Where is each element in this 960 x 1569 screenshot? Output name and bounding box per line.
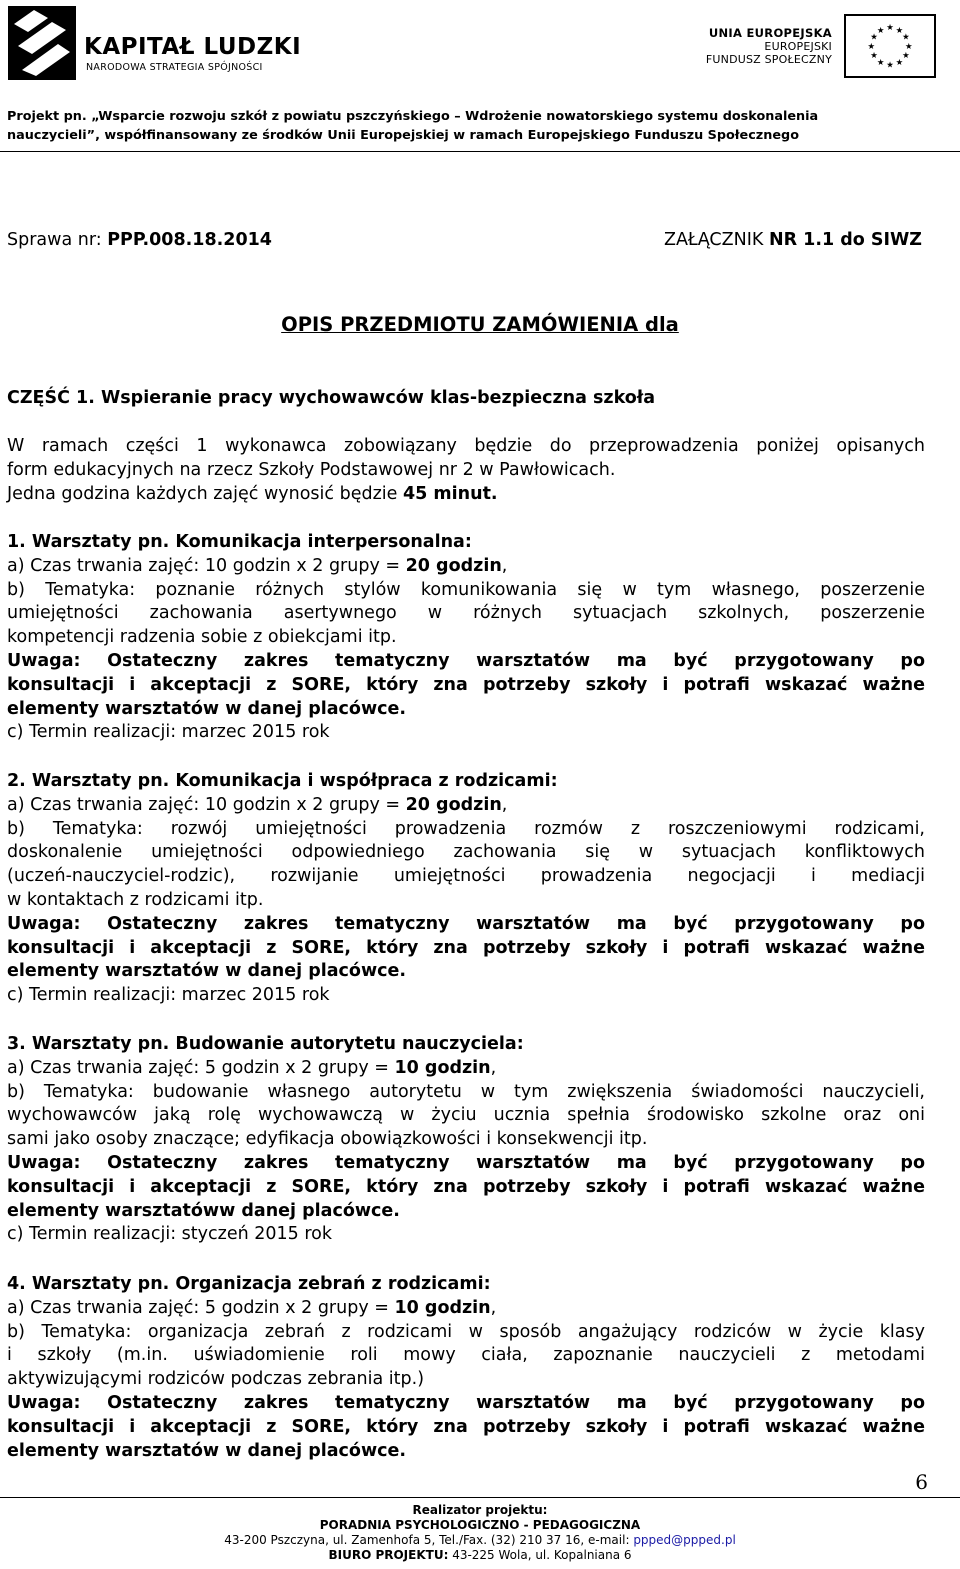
workshop-1-duration [7, 555, 925, 579]
kapital-ludzki-title: KAPITAŁ LUDZKI [84, 34, 302, 60]
workshop-3-term: c) Termin realizacji: styczeń 2015 rok [7, 1224, 332, 1245]
footer-address [0, 1533, 960, 1548]
footer-office-address: 43-225 Wola, ul. Kopalniana 6 [448, 1548, 632, 1562]
workshop-3-note-line-3: elementy warsztatóww danej placówce. [7, 1200, 400, 1221]
page-header [0, 0, 960, 152]
workshop-1 [7, 531, 925, 745]
intro-hours-text: Jedna godzina każdych zajęć wynosić będzie [7, 483, 403, 504]
workshop-2-note-line-2: konsultacji i akceptacji z SORE, który zna potrzeby szkoły i potrafi wskazać ważne [7, 937, 925, 958]
workshop-1-note-line-1: Uwaga: Ostateczny zakres tematyczny warsztatów ma być przygotowany po [7, 650, 925, 671]
svg-text:★: ★ [870, 50, 878, 61]
workshop-1-note-line-2: konsultacji i akceptacji z SORE, który zna potrzeby szkoły i potrafi wskazać ważne [7, 674, 925, 695]
workshop-3-duration-text: a) Czas trwania zajęć: 5 godzin x 2 grupy = [7, 1057, 395, 1078]
workshop-4-duration [7, 1297, 925, 1321]
workshop-4-note-line-3: elementy warsztatów w danej placówce. [7, 1440, 406, 1461]
workshop-3-note-line-2: konsultacji i akceptacji z SORE, który zna potrzeby szkoły i potrafi wskazać ważne [7, 1176, 925, 1197]
workshop-2-heading-text: 2. Warsztaty pn. Komunikacja i współpraca z rodzicami: [7, 771, 558, 791]
svg-text:★: ★ [886, 59, 894, 70]
workshop-3-topic-line-2: wychowawców jaką rolę wychowawczą w życiu ucznia spełnia środowisko szkolne oraz oni [7, 1105, 925, 1126]
workshop-3-duration [7, 1057, 925, 1081]
eu-social-fund-logo [706, 14, 936, 78]
workshop-3-duration-end: , [490, 1057, 497, 1078]
workshop-2-duration-hours: 20 godzin [405, 794, 502, 815]
workshop-2-term: c) Termin realizacji: marzec 2015 rok [7, 985, 330, 1006]
kapital-ludzki-mark-icon [8, 4, 76, 82]
workshop-3-topic-line-1: b) Tematyka: budowanie własnego autorytetu w tym zwiększenia świadomości nauczycieli, [7, 1081, 925, 1102]
workshop-1-heading [7, 531, 925, 555]
project-description [7, 107, 953, 145]
header-divider [0, 151, 960, 152]
workshop-4-duration-end: , [490, 1297, 497, 1318]
eu-logo-line1: UNIA EUROPEJSKA [708, 26, 832, 40]
workshop-4 [7, 1273, 925, 1463]
footer-email-link[interactable]: ppped@ppped.pl [633, 1533, 736, 1547]
svg-text:★: ★ [895, 56, 904, 67]
part-heading [7, 387, 925, 411]
workshop-2-topic-line-1: b) Tematyka: rozwój umiejętności prowadzenia rozmów z roszczeniowymi rodzicami, [7, 818, 925, 839]
page-number: 6 [915, 1470, 928, 1494]
svg-text:★: ★ [895, 24, 904, 35]
workshop-3-topic-line-3: sami jako osoby znaczące; edyfikacja obowiązkowości i konsekwencji itp. [7, 1129, 648, 1150]
case-label: Sprawa nr: [7, 230, 108, 250]
workshop-1-duration-text: a) Czas trwania zajęć: 10 godzin x 2 grupy = [7, 555, 406, 576]
workshop-1-topic-line-3: kompetencji radzenia sobie z obiekcjami itp. [7, 627, 397, 648]
svg-text:★: ★ [902, 31, 910, 42]
page-footer [0, 1503, 960, 1563]
workshop-2-topic-line-3: (uczeń-nauczyciel-rodzic), rozwijanie umiejętności prowadzenia negocjacji i mediacji [7, 866, 925, 887]
workshop-4-topic-line-3: aktywizującymi rodziców podczas zebrania itp.) [7, 1369, 425, 1390]
intro-line-2: form edukacyjnych na rzecz Szkoły Podstawowej nr 2 w Pawłowicach. [7, 459, 616, 480]
footer-office-label: BIURO PROJEKTU: [328, 1548, 449, 1562]
page-title: OPIS PRZEDMIOTU ZAMÓWIENIA dla [281, 313, 679, 336]
workshop-2-note-line-1: Uwaga: Ostateczny zakres tematyczny warsztatów ma być przygotowany po [7, 913, 925, 934]
intro-hours-value: 45 minut. [402, 483, 498, 504]
project-line-2: nauczycieli”, współfinansowany ze środków Unii Europejskiej w ramach Europejskiego Funduszu Społecznego [7, 128, 800, 143]
workshop-2-topic-line-4: w kontaktach z rodzicami itp. [7, 889, 264, 910]
eu-logo-line3: FUNDUSZ SPOŁECZNY [705, 53, 832, 66]
footer-organization: PORADNIA PSYCHOLOGICZNO - PEDAGOGICZNA [319, 1518, 641, 1532]
footer-office [0, 1548, 960, 1563]
workshop-4-duration-hours: 10 godzin [394, 1297, 491, 1318]
part-heading-text: CZĘŚĆ 1. Wspieranie pracy wychowawców klas-bezpieczna szkoła [7, 388, 656, 408]
workshop-1-duration-hours: 20 godzin [405, 555, 502, 576]
workshop-1-term: c) Termin realizacji: marzec 2015 rok [7, 722, 330, 743]
case-number [7, 228, 272, 252]
workshop-2-topic-line-2: doskonalenie umiejętności odpowiedniego zachowania się w sytuacjach konfliktowych [7, 842, 925, 863]
workshop-1-topic-line-1: b) Tematyka: poznanie różnych stylów komunikowania się w tym własnego, poszerzenie [7, 579, 925, 600]
footer-address-text: 43-200 Pszczyna, ul. Zamenhofa 5, Tel./Fax. (32) 210 37 16, e-mail: [224, 1533, 634, 1547]
workshop-4-duration-text: a) Czas trwania zajęć: 5 godzin x 2 grupy = [7, 1297, 395, 1318]
eu-logo-text [706, 26, 832, 66]
workshop-3-heading [7, 1033, 925, 1057]
intro-line-1: W ramach części 1 wykonawca zobowiązany będzie do przeprowadzenia poniżej opisanych [7, 436, 925, 456]
eu-flag-icon [844, 14, 936, 78]
workshop-2 [7, 770, 925, 1008]
workshop-4-heading [7, 1273, 925, 1297]
workshop-1-topic-line-2: umiejętności zachowania asertywnego w różnych sytuacjach szkolnych, poszerzenie [7, 603, 925, 624]
workshop-2-duration-end: , [501, 794, 508, 815]
workshop-4-heading-text: 4. Warsztaty pn. Organizacja zebrań z rodzicami: [7, 1274, 491, 1294]
workshop-2-heading [7, 770, 925, 794]
workshop-4-note-line-1: Uwaga: Ostateczny zakres tematyczny warsztatów ma być przygotowany po [7, 1392, 925, 1413]
workshop-2-duration-text: a) Czas trwania zajęć: 10 godzin x 2 grupy = [7, 794, 406, 815]
kapital-ludzki-logo [8, 4, 302, 84]
project-line-1: Projekt pn. „Wsparcie rozwoju szkół z powiatu pszczyńskiego – Wdrożenie nowatorskiego systemu doskonalenia [7, 109, 819, 124]
case-number-value: PPP.008.18.2014 [107, 230, 272, 250]
workshop-3 [7, 1033, 925, 1247]
workshop-2-duration [7, 794, 925, 818]
svg-text:★: ★ [902, 50, 910, 61]
svg-text:★: ★ [876, 56, 885, 67]
svg-text:★: ★ [870, 31, 878, 42]
kapital-ludzki-subtitle: NARODOWA STRATEGIA SPÓJNOŚCI [86, 62, 263, 73]
attachment-prefix: ZAŁĄCZNIK [663, 230, 769, 250]
workshop-4-topic-line-1: b) Tematyka: organizacja zebrań z rodzicami w sposób angażujący rodziców w życie klasy [7, 1321, 925, 1342]
workshop-3-note-line-1: Uwaga: Ostateczny zakres tematyczny warsztatów ma być przygotowany po [7, 1152, 925, 1173]
svg-text:★: ★ [867, 40, 876, 51]
workshop-4-note-line-2: konsultacji i akceptacji z SORE, który zna potrzeby szkoły i potrafi wskazać ważne [7, 1416, 925, 1437]
workshop-3-heading-text: 3. Warsztaty pn. Budowanie autorytetu nauczyciela: [7, 1034, 524, 1054]
svg-text:★: ★ [886, 22, 894, 33]
svg-text:★: ★ [904, 40, 913, 51]
workshop-1-duration-end: , [501, 555, 508, 576]
eu-logo-line2: EUROPEJSKI [764, 40, 832, 53]
workshop-1-heading-text: 1. Warsztaty pn. Komunikacja interpersonalna: [7, 532, 472, 552]
attachment-label [664, 228, 922, 252]
workshop-2-note-line-3: elementy warsztatów w danej placówce. [7, 961, 406, 982]
attachment-number: NR 1.1 do SIWZ [768, 230, 922, 250]
footer-realizer-label: Realizator projektu: [412, 1503, 548, 1517]
intro-paragraph [7, 435, 925, 506]
workshop-3-duration-hours: 10 godzin [394, 1057, 491, 1078]
workshop-4-topic-line-2: i szkoły (m.in. uświadomienie roli mowy ciała, zapoznanie nauczycieli z metodami [7, 1345, 925, 1366]
intro-line-3 [7, 483, 925, 507]
footer-divider [0, 1497, 960, 1498]
svg-text:★: ★ [876, 24, 885, 35]
workshop-1-note-line-3: elementy warsztatów w danej placówce. [7, 698, 406, 719]
